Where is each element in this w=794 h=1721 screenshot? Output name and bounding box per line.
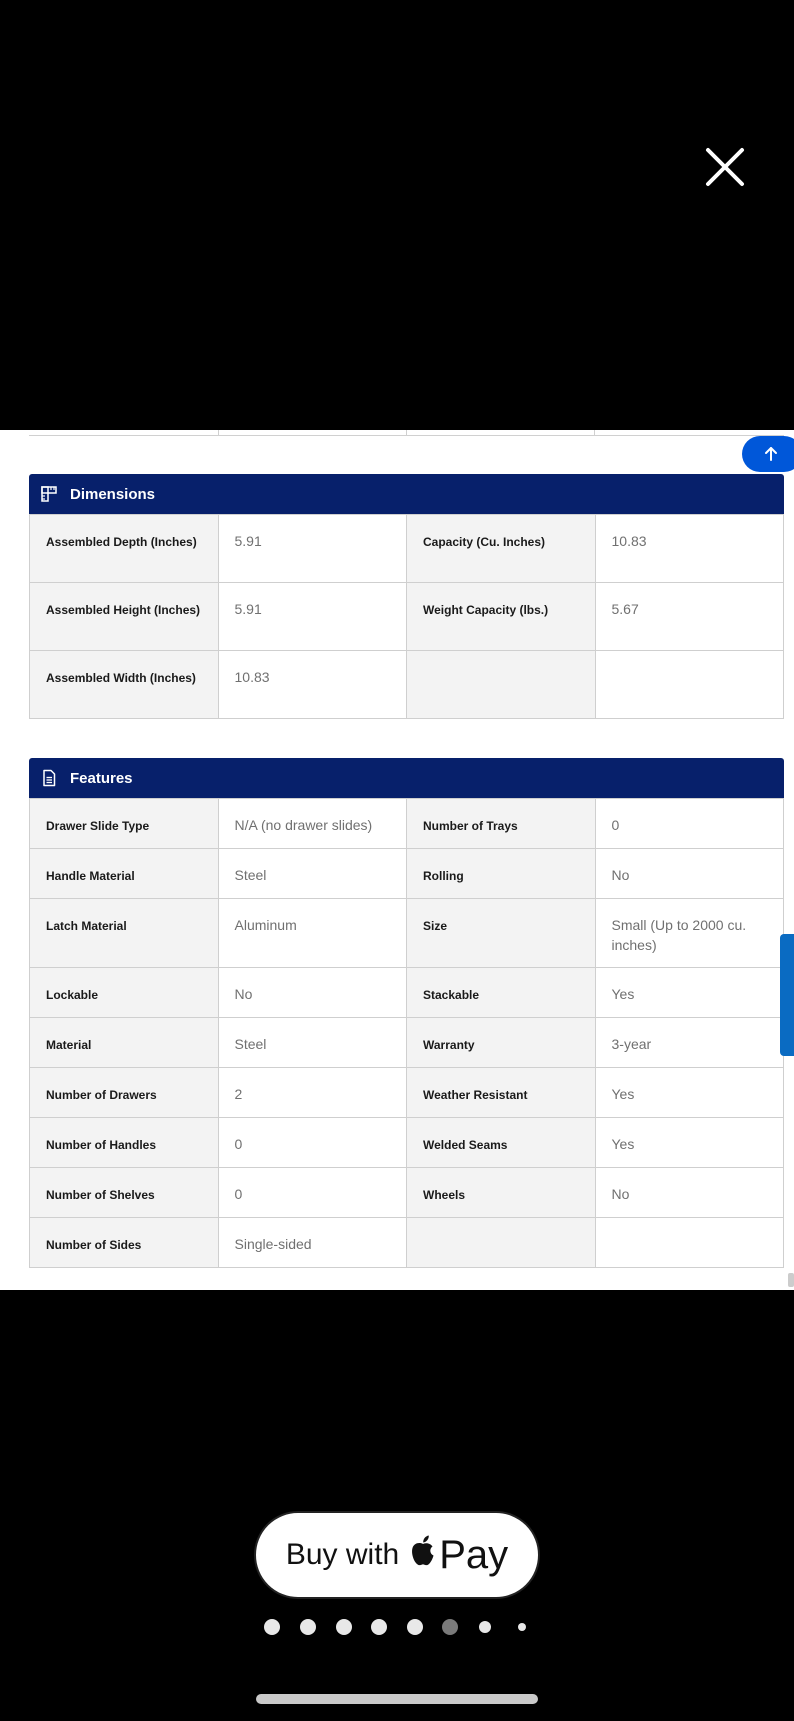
dimensions-section xyxy=(29,474,784,719)
table-row xyxy=(30,1018,784,1068)
spec-label: Material xyxy=(30,1018,219,1068)
table-row xyxy=(30,515,784,583)
document-icon xyxy=(40,769,58,787)
page-dot[interactable] xyxy=(518,1623,526,1631)
dimensions-table xyxy=(29,514,784,719)
apple-logo-icon xyxy=(409,1534,437,1568)
spec-label: Assembled Width (Inches) xyxy=(30,651,219,719)
spec-label: Number of Sides xyxy=(30,1218,219,1268)
spec-label: Handle Material xyxy=(30,849,219,899)
spec-label: Latch Material xyxy=(30,899,219,968)
spec-value: 2 xyxy=(218,1068,407,1118)
spec-value: Yes xyxy=(595,968,784,1018)
spec-value xyxy=(595,1218,784,1268)
features-title: Features xyxy=(70,769,133,787)
spec-value: 5.91 xyxy=(218,515,407,583)
table-row xyxy=(30,651,784,719)
home-indicator xyxy=(256,1694,538,1704)
feedback-side-tab[interactable] xyxy=(780,934,794,1056)
spec-label: Warranty xyxy=(407,1018,596,1068)
spec-label: Number of Handles xyxy=(30,1118,219,1168)
close-button[interactable] xyxy=(700,142,750,192)
page-indicator xyxy=(0,1617,794,1637)
spec-label xyxy=(407,651,596,719)
spec-label: Number of Trays xyxy=(407,799,596,849)
page-dot-active[interactable] xyxy=(442,1619,458,1635)
spec-value: 10.83 xyxy=(595,515,784,583)
dimensions-header xyxy=(29,474,784,514)
ruler-icon xyxy=(40,485,58,503)
table-row xyxy=(30,899,784,968)
features-header xyxy=(29,758,784,798)
spec-value: Yes xyxy=(595,1068,784,1118)
scroll-to-top-button[interactable] xyxy=(742,436,794,472)
previous-table-edge xyxy=(29,430,784,436)
page-dot[interactable] xyxy=(371,1619,387,1635)
pay-label: Pay xyxy=(439,1532,509,1577)
table-row xyxy=(30,583,784,651)
spec-label: Weight Capacity (lbs.) xyxy=(407,583,596,651)
spec-value: Small (Up to 2000 cu. inches) xyxy=(595,899,784,968)
table-row xyxy=(30,1218,784,1268)
spec-value: No xyxy=(595,849,784,899)
page-dot[interactable] xyxy=(479,1621,491,1633)
spec-value xyxy=(595,651,784,719)
features-table xyxy=(29,798,784,1268)
page-dot[interactable] xyxy=(300,1619,316,1635)
arrow-up-icon xyxy=(762,445,780,463)
spec-value: No xyxy=(218,968,407,1018)
spec-label: Weather Resistant xyxy=(407,1068,596,1118)
spec-label: Lockable xyxy=(30,968,219,1018)
spec-value: 0 xyxy=(218,1118,407,1168)
spec-label: Assembled Height (Inches) xyxy=(30,583,219,651)
table-row xyxy=(30,849,784,899)
spec-label: Wheels xyxy=(407,1168,596,1218)
spec-value: 5.91 xyxy=(218,583,407,651)
spec-value: 10.83 xyxy=(218,651,407,719)
features-section xyxy=(29,758,784,1268)
scrollbar-edge xyxy=(788,1273,794,1287)
spec-label: Size xyxy=(407,899,596,968)
spec-label: Drawer Slide Type xyxy=(30,799,219,849)
buy-with-label: Buy with xyxy=(285,1538,400,1571)
spec-value: 0 xyxy=(218,1168,407,1218)
spec-value: Yes xyxy=(595,1118,784,1168)
table-row xyxy=(30,968,784,1018)
spec-value: Single-sided xyxy=(218,1218,407,1268)
spec-label: Capacity (Cu. Inches) xyxy=(407,515,596,583)
page-dot[interactable] xyxy=(264,1619,280,1635)
spec-value: Steel xyxy=(218,1018,407,1068)
page-dot[interactable] xyxy=(336,1619,352,1635)
close-icon xyxy=(700,142,750,192)
table-row xyxy=(30,1168,784,1218)
page-dot[interactable] xyxy=(407,1619,423,1635)
table-row xyxy=(30,799,784,849)
table-row xyxy=(30,1068,784,1118)
spec-value: 5.67 xyxy=(595,583,784,651)
spec-label: Stackable xyxy=(407,968,596,1018)
spec-value: Steel xyxy=(218,849,407,899)
product-specs-sheet xyxy=(0,430,794,1290)
spec-value: N/A (no drawer slides) xyxy=(218,799,407,849)
spec-value: 0 xyxy=(595,799,784,849)
buy-with-apple-pay-button[interactable] xyxy=(254,1511,540,1599)
spec-value: Aluminum xyxy=(218,899,407,968)
spec-value: 3-year xyxy=(595,1018,784,1068)
dimensions-title: Dimensions xyxy=(70,485,156,503)
spec-value: No xyxy=(595,1168,784,1218)
spec-label: Number of Drawers xyxy=(30,1068,219,1118)
spec-label: Welded Seams xyxy=(407,1118,596,1168)
spec-label: Rolling xyxy=(407,849,596,899)
spec-label: Assembled Depth (Inches) xyxy=(30,515,219,583)
table-row xyxy=(30,1118,784,1168)
spec-label xyxy=(407,1218,596,1268)
spec-label: Number of Shelves xyxy=(30,1168,219,1218)
